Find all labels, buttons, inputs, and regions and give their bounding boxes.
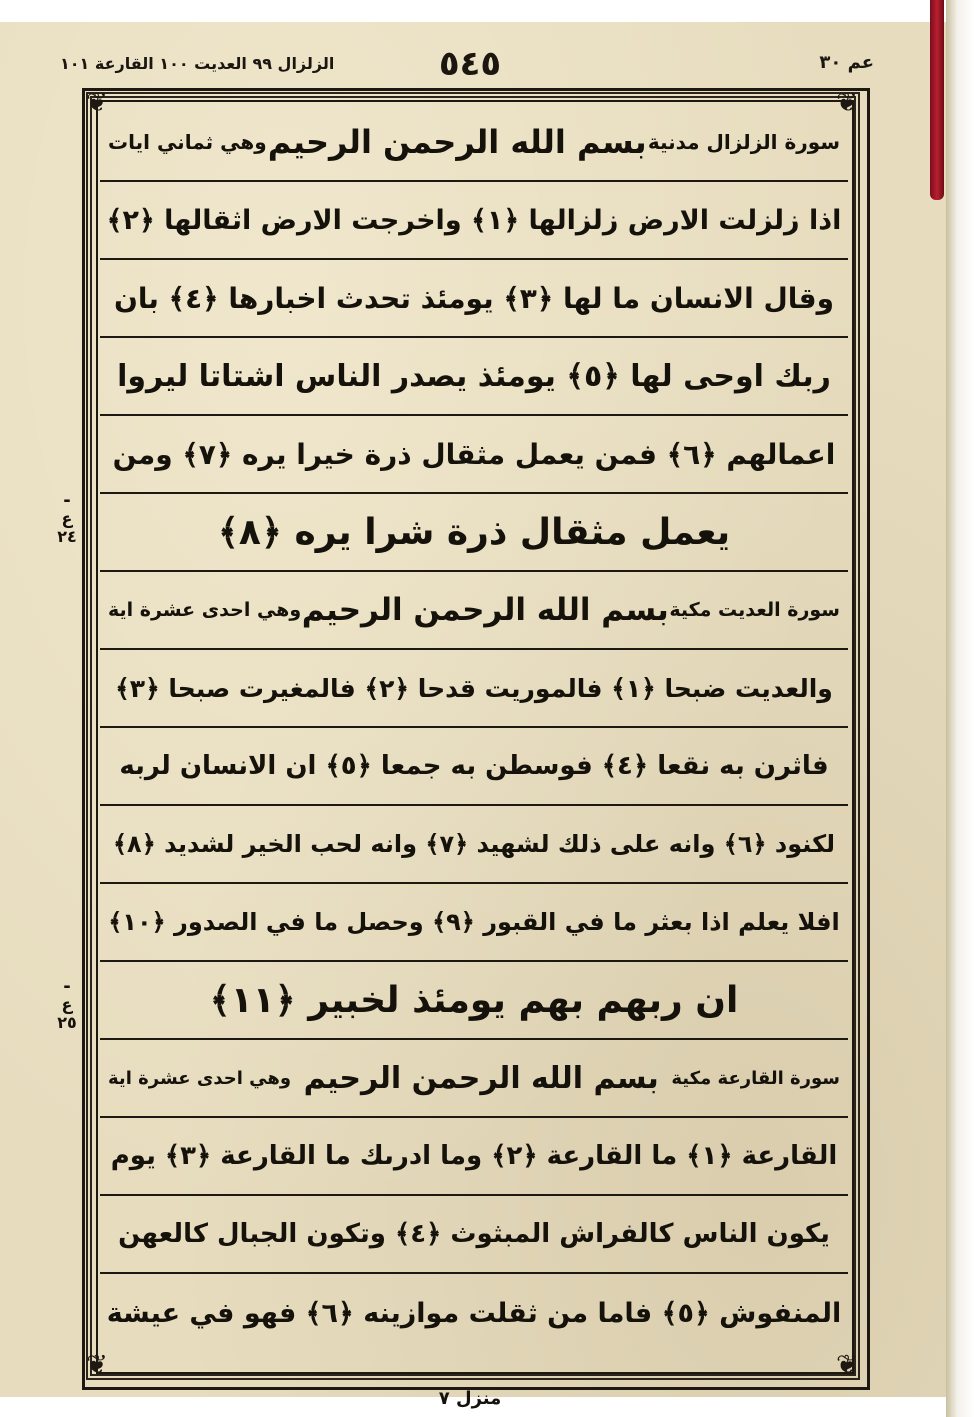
verse-line: [100, 962, 848, 1040]
verse-text: افلا يعلم اذا بعثر ما في القبور ﴿٩﴾ وحصل ما في الصدور ﴿١٠﴾: [108, 908, 840, 936]
surah-header-line: [100, 572, 848, 650]
book-spine: [946, 0, 974, 1417]
ayah-count: وهي ثماني ايات: [108, 130, 267, 154]
bookmark-ribbon: [930, 0, 944, 200]
verse-line: [100, 728, 848, 806]
verse-line: [100, 884, 848, 962]
juz-label: عم ٣٠: [819, 52, 874, 73]
verse-line: [100, 416, 848, 494]
surah-title: سورة العديت مكية: [669, 599, 840, 621]
ayah-count: وهي احدى عشرة اية: [108, 599, 302, 621]
verse-text: ان ربهم بهم يومئذ لخبير ﴿١١﴾: [209, 979, 739, 1021]
corner-ornament-icon: ❦: [86, 88, 108, 118]
surah-header-line: [100, 1040, 848, 1118]
verse-text: وقال الانسان ما لها ﴿٣﴾ يومئذ تحدث اخبارها ﴿٤﴾ بان: [113, 281, 835, 315]
verse-text: يعمل مثقال ذرة شرا يره ﴿٨﴾: [217, 511, 731, 553]
ruku-marker: - ع ٢٤: [57, 490, 77, 546]
bismillah: بسم الله الرحمن الرحيم: [301, 592, 669, 628]
verse-line: [100, 806, 848, 884]
verse-line: [100, 182, 848, 260]
verse-text: ربك اوحى لها ﴿٥﴾ يومئذ يصدر الناس اشتاتا ليروا: [117, 358, 831, 394]
surah-header-line: [100, 104, 848, 182]
verse-line: [100, 260, 848, 338]
ruku-marker: - ع ٢٥: [57, 976, 77, 1032]
page-header: [60, 44, 880, 88]
verse-text: يكون الناس كالفراش المبثوث ﴿٤﴾ وتكون الجبال كالعهن: [118, 1219, 830, 1249]
verse-line: [100, 494, 848, 572]
verse-text: لكنود ﴿٦﴾ وانه على ذلك لشهيد ﴿٧﴾ وانه لحب الخير لشديد ﴿٨﴾: [112, 830, 836, 858]
page-number: ٥٤٥: [438, 44, 502, 84]
verse-text: المنفوش ﴿٥﴾ فاما من ثقلت موازينه ﴿٦﴾ فهو في عيشة: [106, 1297, 842, 1329]
verse-text: فاثرن به نقعا ﴿٤﴾ فوسطن به جمعا ﴿٥﴾ ان الانسان لربه: [119, 751, 829, 781]
verse-line: [100, 650, 848, 728]
manzil-footer: منزل ٧: [438, 1388, 502, 1409]
surah-title: سورة الزلزال مدنية: [647, 130, 840, 154]
surah-names-header: الزلزال ٩٩ العديت ١٠٠ القارعة ١٠١: [60, 54, 335, 73]
ayah-count: وهي احدى عشرة اية: [108, 1067, 292, 1089]
verse-text: اعمالهم ﴿٦﴾ فمن يعمل مثقال ذرة خيرا يره ﴿٧﴾ ومن: [112, 437, 836, 471]
verse-text: اذا زلزلت الارض زلزالها ﴿١﴾ واخرجت الارض اثقالها ﴿٢﴾: [106, 204, 842, 236]
verse-line: [100, 1118, 848, 1196]
bismillah: بسم الله الرحمن الرحيم: [303, 1060, 659, 1096]
surah-title: سورة القارعة مكية: [671, 1067, 840, 1089]
verse-text: والعديت ضبحا ﴿١﴾ فالموريت قدحا ﴿٢﴾ فالمغيرت صبحا ﴿٣﴾: [115, 673, 833, 703]
corner-ornament-icon: ❦: [86, 1350, 108, 1380]
verse-line: [100, 1274, 848, 1352]
bismillah: بسم الله الرحمن الرحيم: [267, 123, 647, 161]
verse-text: القارعة ﴿١﴾ ما القارعة ﴿٢﴾ وما ادرىك ما القارعة ﴿٣﴾ يوم: [110, 1141, 838, 1171]
verse-line: [100, 1196, 848, 1274]
verse-line: [100, 338, 848, 416]
text-lines: [100, 104, 848, 1352]
corner-ornament-icon: ❦: [836, 88, 858, 118]
corner-ornament-icon: ❦: [836, 1350, 858, 1380]
